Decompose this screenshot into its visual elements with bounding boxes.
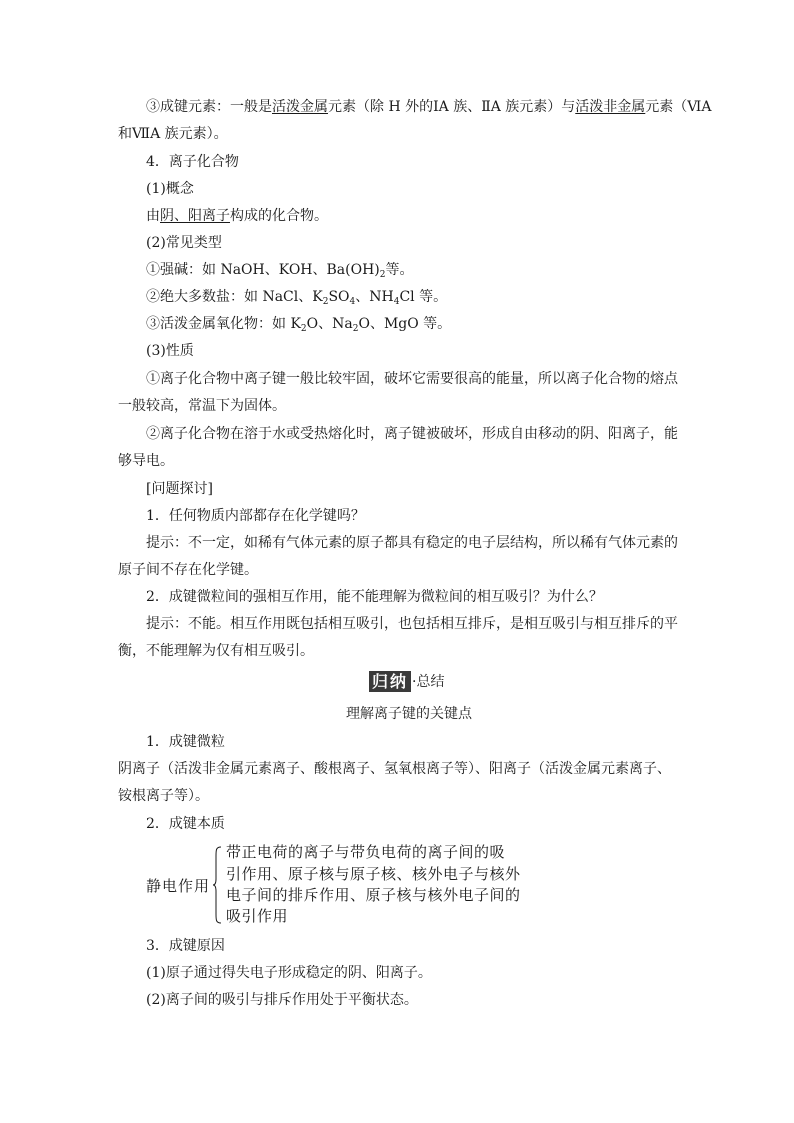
- paragraph-continuation: 和ⅦA 族元素）。: [118, 126, 228, 142]
- subheading-concept: (1)概念: [146, 181, 194, 197]
- concept-definition: 由阴、阳离子构成的化合物。: [146, 208, 328, 224]
- property-2-line-2: 够导电。: [118, 453, 174, 469]
- property-2-line-1: ②离子化合物在溶于水或受热熔化时，离子键被破坏，形成自由移动的阴、阳离子，能: [146, 426, 678, 442]
- keypoint-1-line-2: 铵根离子等）。: [118, 788, 209, 804]
- reason-2: (2)离子间的吸引与排斥作用处于平衡状态。: [146, 992, 418, 1008]
- brace-line: 带正电荷的离子与带负电荷的离子间的吸: [226, 843, 506, 861]
- answer-2-line-1: 提示：不能。相互作用既包括相互吸引，也包括相互排斥，是相互吸引与相互排斥的平: [146, 616, 678, 632]
- bonding-elements-line: ③成键元素：一般是活泼金属元素（除 H 外的ⅠA 族、ⅡA 族元素）与活泼非金属元素（ⅥA: [146, 99, 712, 115]
- type-metal-oxides: ③活泼金属氧化物：如 $K_2O$、$Na_2O$、MgO 等。: [146, 316, 452, 334]
- question-2: 2．成键微粒间的强相互作用，能不能理解为微粒间的相互吸引？为什么？: [146, 589, 603, 605]
- keypoint-3-heading: 3．成键原因: [146, 938, 225, 954]
- answer-1-line-2: 原子间不存在化学键。: [118, 562, 258, 578]
- section-heading-ionic-compounds: 4．离子化合物: [146, 154, 239, 170]
- brace-line: 引作用、原子核与原子核、核外电子与核外: [226, 865, 521, 883]
- question-1: 1．任何物质内部都存在化学键吗？: [146, 508, 365, 524]
- brace-label: 静电作用: [146, 877, 211, 895]
- type-salts: ②绝大多数盐：如 NaCl、$K_2SO_4$、$NH_4Cl$ 等。: [146, 289, 448, 307]
- brace-line: 电子间的排斥作用、原子核与核外电子间的: [226, 886, 521, 904]
- reason-1: (1)原子通过得失电子形成稳定的阴、阳离子。: [146, 965, 432, 981]
- curly-brace-icon: [212, 846, 222, 924]
- keypoint-1-heading: 1．成键微粒: [146, 734, 225, 750]
- brace-line: 吸引作用: [226, 907, 289, 925]
- keypoint-1-line-1: 阴离子（活泼非金属元素离子、酸根离子、氢氧根离子等）、阳离子（活泼金属元素离子、: [118, 761, 671, 777]
- answer-2-line-2: 衡，不能理解为仅有相互吸引。: [118, 643, 314, 659]
- summary-banner-text: ·总结: [412, 674, 445, 690]
- summary-banner-box: 归纳: [369, 671, 411, 692]
- discussion-label: [问题探讨]: [146, 481, 213, 497]
- property-1-line-2: 一般较高，常温下为固体。: [118, 398, 286, 414]
- keypoint-2-heading: 2．成键本质: [146, 816, 225, 832]
- property-1-line-1: ①离子化合物中离子键一般比较牢固，破坏它需要很高的能量，所以离子化合物的熔点: [146, 371, 678, 387]
- answer-1-line-1: 提示：不一定，如稀有气体元素的原子都具有稳定的电子层结构，所以稀有气体元素的: [146, 535, 678, 551]
- summary-subtitle: 理解离子键的关键点: [346, 706, 472, 722]
- subheading-properties: (3)性质: [146, 343, 194, 359]
- subheading-types: (2)常见类型: [146, 235, 222, 251]
- type-strong-bases: ①强碱：如 NaOH、KOH、$Ba(OH)_2$等。: [146, 262, 414, 280]
